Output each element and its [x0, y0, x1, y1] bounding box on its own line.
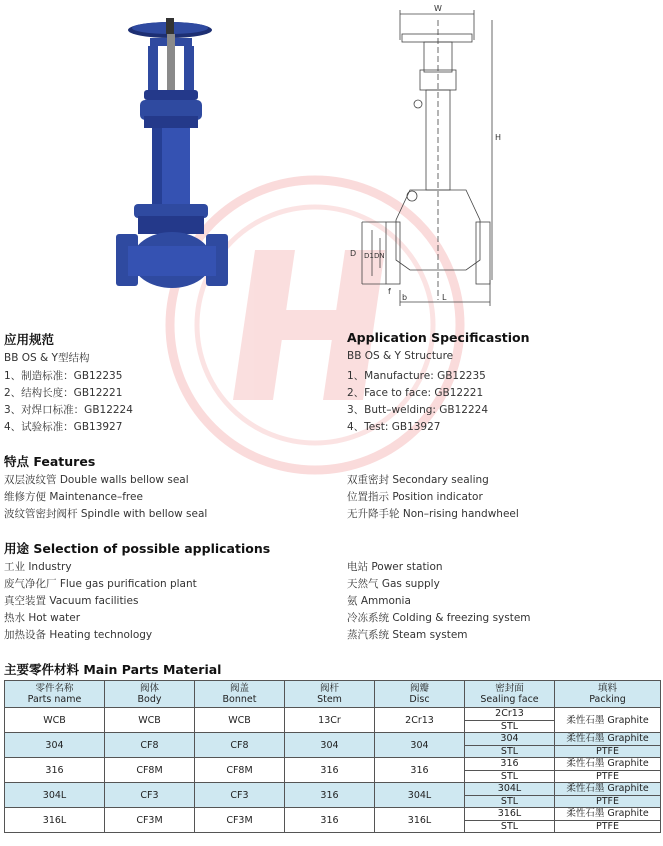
application-item: 蒸汽系统 Steam system: [347, 629, 468, 641]
valve-dimension-drawing: [340, 0, 510, 310]
feature-item: 双重密封 Secondary sealing: [347, 474, 489, 486]
cell-disc: 316L: [375, 808, 465, 833]
application-item: 热水 Hot water: [4, 612, 81, 624]
cell-stem: 316: [285, 783, 375, 808]
cell-bonnet: WCB: [195, 708, 285, 733]
application-item: 电站 Power station: [347, 561, 443, 573]
spec-cn-line: 1、制造标准：GB12235: [4, 370, 123, 382]
cell-sealing-face: STL: [465, 770, 555, 783]
cell-body: CF3: [105, 783, 195, 808]
spec-cn-line: 2、结构长度：GB12221: [4, 387, 123, 399]
cell-parts-name: 316: [5, 758, 105, 783]
cell-disc: 304L: [375, 783, 465, 808]
application-item: 真空装置 Vacuum facilities: [4, 595, 139, 607]
cell-bonnet: CF3: [195, 783, 285, 808]
cell-sealing-face: STL: [465, 795, 555, 808]
cell-sealing-face: 304L: [465, 783, 555, 796]
valve-photo: [110, 12, 240, 302]
feature-item: 双层波纹管 Double walls bellow seal: [4, 474, 189, 486]
cell-bonnet: CF8M: [195, 758, 285, 783]
cell-stem: 304: [285, 733, 375, 758]
materials-title: 主要零件材料 Main Parts Material: [4, 662, 222, 677]
cell-sealing-face: STL: [465, 720, 555, 733]
spec-en-line: BB OS & Y Structure: [347, 350, 454, 362]
table-row: [5, 783, 661, 796]
table-row: [5, 758, 661, 771]
feature-item: 位置指示 Position indicator: [347, 491, 483, 503]
cell-stem: 316: [285, 808, 375, 833]
dim-label-h: H: [495, 133, 502, 142]
application-item: 冷冻系统 Colding & freezing system: [347, 612, 531, 624]
cell-sealing-face: 316: [465, 758, 555, 771]
cell-sealing-face: STL: [465, 745, 555, 758]
dim-label-d1: D1: [364, 252, 374, 260]
spec-cn-line: BB OS & Y型结构: [4, 352, 90, 364]
cell-packing: PTFE: [555, 770, 661, 783]
cell-packing: 柔性石墨 Graphite: [555, 758, 661, 771]
cell-body: CF8M: [105, 758, 195, 783]
feature-item: 无升降手轮 Non–rising handwheel: [347, 508, 519, 520]
cell-disc: 304: [375, 733, 465, 758]
application-item: 废气净化厂 Flue gas purification plant: [4, 578, 197, 590]
cell-body: WCB: [105, 708, 195, 733]
spec-en-line: 3、Butt–welding: GB12224: [347, 404, 489, 416]
cell-packing: 柔性石墨 Graphite: [555, 783, 661, 796]
cell-bonnet: CF8: [195, 733, 285, 758]
features-title: 特点 Features: [4, 454, 96, 469]
spec-title-cn: 应用规范: [4, 332, 55, 347]
table-row: [5, 808, 661, 821]
spec-cn-line: 3、对焊口标准：GB12224: [4, 404, 133, 416]
cell-packing: PTFE: [555, 795, 661, 808]
application-item: 加热设备 Heating technology: [4, 629, 153, 641]
table-row: [5, 733, 661, 746]
cell-packing: 柔性石墨 Graphite: [555, 708, 661, 733]
dim-label-dn: DN: [374, 252, 385, 260]
spec-en-line: 4、Test: GB13927: [347, 421, 441, 433]
header-cell: 阀瓣 Disc: [375, 681, 465, 708]
cell-parts-name: 304: [5, 733, 105, 758]
cell-disc: 2Cr13: [375, 708, 465, 733]
cell-stem: 13Cr: [285, 708, 375, 733]
dim-label-w: W: [434, 4, 442, 13]
dim-label-d: D: [350, 249, 357, 258]
application-item: 天然气 Gas supply: [347, 578, 440, 590]
applications-title: 用途 Selection of possible applications: [4, 541, 271, 556]
cell-sealing-face: 2Cr13: [465, 708, 555, 721]
application-item: 工业 Industry: [4, 561, 72, 573]
spec-title-en: Application Specificastion: [347, 330, 530, 345]
cell-bonnet: CF3M: [195, 808, 285, 833]
cell-parts-name: 304L: [5, 783, 105, 808]
cell-packing: 柔性石墨 Graphite: [555, 808, 661, 821]
dim-label-f: f: [388, 287, 391, 296]
table-header-row: [5, 681, 661, 708]
header-cell: 阀盖 Bonnet: [195, 681, 285, 708]
header-cell: 阀体 Body: [105, 681, 195, 708]
cell-sealing-face: 316L: [465, 808, 555, 821]
cell-parts-name: WCB: [5, 708, 105, 733]
application-item: 氨 Ammonia: [347, 595, 411, 607]
cell-body: CF8: [105, 733, 195, 758]
cell-packing: PTFE: [555, 820, 661, 833]
header-cell: 阀杆 Stem: [285, 681, 375, 708]
feature-item: 波纹管密封阀杆 Spindle with bellow seal: [4, 508, 208, 520]
header-cell: 填料 Packing: [555, 681, 661, 708]
table-row: [5, 708, 661, 721]
header-cell: 零件名称 Parts name: [5, 681, 105, 708]
cell-sealing-face: 304: [465, 733, 555, 746]
spec-en-line: 1、Manufacture: GB12235: [347, 370, 486, 382]
dim-label-b: b: [402, 293, 408, 302]
header-cell: 密封面 Sealing face: [465, 681, 555, 708]
cell-sealing-face: STL: [465, 820, 555, 833]
cell-disc: 316: [375, 758, 465, 783]
materials-table: [4, 680, 661, 833]
feature-item: 维修方便 Maintenance–free: [4, 491, 143, 503]
dim-label-l: L: [442, 293, 447, 302]
cell-parts-name: 316L: [5, 808, 105, 833]
cell-packing: 柔性石墨 Graphite: [555, 733, 661, 746]
cell-stem: 316: [285, 758, 375, 783]
cell-body: CF3M: [105, 808, 195, 833]
spec-cn-line: 4、试验标准：GB13927: [4, 421, 123, 433]
spec-en-line: 2、Face to face: GB12221: [347, 387, 484, 399]
cell-packing: PTFE: [555, 745, 661, 758]
